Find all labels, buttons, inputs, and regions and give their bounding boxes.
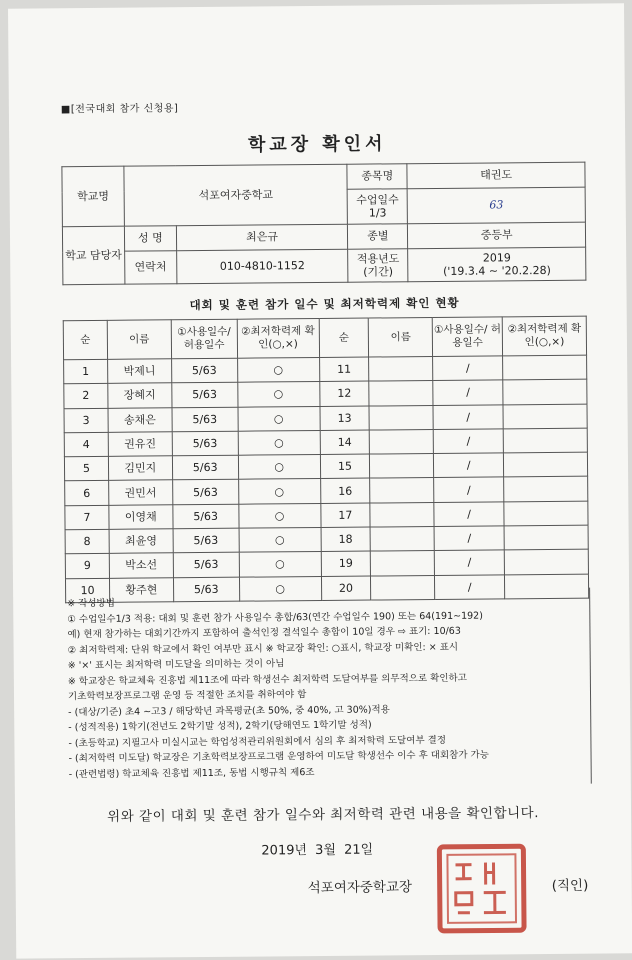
days-used: / — [433, 404, 503, 429]
row-number: 5 — [64, 457, 108, 482]
days-used: / — [433, 356, 503, 381]
academic-check — [503, 355, 587, 380]
days-used: 5/63 — [171, 358, 237, 383]
row-number: 3 — [64, 408, 108, 433]
days-used: 5/63 — [173, 553, 239, 578]
student-name: 박제니 — [107, 359, 171, 384]
student-name — [369, 356, 433, 381]
row-number: 1 — [64, 359, 108, 384]
note-line: - (성적적용) 1학기(전년도 2학기말 성적), 2학기(당해연도 1학기말 성적) — [68, 719, 372, 734]
days-used: 5/63 — [172, 480, 238, 505]
days-used: 5/63 — [172, 407, 238, 432]
year-label: 적용년도 (기간) — [348, 249, 408, 283]
note-line: ② 최저학력제: 단위 학교에서 확인 여부만 표시 ※ 학교장 확인: ○표시, 학교장 미확인: × 표시 — [67, 641, 459, 656]
student-name: 권민서 — [109, 480, 173, 505]
academic-check: ○ — [238, 479, 320, 504]
days-used: 5/63 — [172, 455, 238, 480]
row-number: 13 — [319, 406, 369, 431]
row-number: 2 — [64, 384, 108, 409]
days-used: / — [433, 429, 503, 454]
note-line: - (초등학교) 지필고사 미실시교는 학업성적관리위원회에서 심의 후 최저학력 도달여부 결정 — [68, 734, 447, 749]
official-seal-icon — [435, 842, 528, 935]
academic-check — [503, 404, 587, 429]
academic-check: ○ — [239, 528, 321, 553]
student-name: 황주현 — [109, 577, 173, 602]
academic-check — [504, 477, 588, 502]
days-used: / — [434, 550, 504, 575]
academic-check: ○ — [239, 576, 321, 601]
note-line: - (최저학력 미도달) 학교장은 기초학력보장프로그램 운영하여 미도달 학생선수 이수 후 대회참가 가능 — [68, 749, 489, 765]
document-page — [8, 3, 632, 958]
student-name — [370, 478, 434, 503]
roster-subtitle: 대회 및 훈련 참가 일수 및 최저학력제 확인 현황 — [189, 295, 460, 313]
student-name: 장혜지 — [108, 383, 172, 408]
academic-check: ○ — [238, 430, 320, 455]
days-used: 5/63 — [173, 528, 239, 553]
document-title: 학교장 확인서 — [247, 133, 387, 156]
school-info-table — [61, 162, 586, 286]
academic-check — [504, 501, 588, 526]
student-name — [370, 502, 434, 527]
note-line: ※ '×' 표시는 최저학력 미도달을 의미하는 것이 아님 — [67, 658, 285, 672]
days-used: / — [433, 380, 503, 405]
name-label: 성 명 — [124, 226, 176, 251]
header-check: ②최저학력제 확인(○,×) — [237, 318, 319, 358]
row-number: 9 — [65, 554, 109, 579]
row-number: 7 — [65, 505, 109, 530]
days-value: 63 — [407, 187, 585, 224]
days-used: / — [434, 453, 504, 478]
seal-label: (직인) — [551, 877, 589, 894]
academic-check — [503, 379, 587, 404]
roster-table — [63, 316, 589, 604]
student-name: 이영채 — [109, 505, 173, 530]
days-used: 5/63 — [173, 577, 239, 602]
date-text: 2019년 3월 21일 — [261, 842, 374, 859]
days-used: / — [434, 502, 504, 527]
contact-label: 연락처 — [124, 251, 176, 284]
division-label: 종별 — [348, 224, 408, 250]
academic-check — [503, 452, 587, 477]
days-used: 5/63 — [172, 382, 238, 407]
days-used: 5/63 — [172, 431, 238, 456]
header-days: ①사용일수/ 허용일수 — [171, 319, 237, 359]
school-label: 학교명 — [62, 166, 124, 227]
days-used: 5/63 — [173, 504, 239, 529]
student-name — [370, 527, 434, 552]
row-number: 19 — [321, 551, 371, 576]
row-number: 4 — [64, 432, 108, 457]
year-value: 2019 — [482, 251, 511, 265]
student-name — [371, 551, 435, 576]
student-name — [369, 405, 433, 430]
confirmation-text: 위와 같이 대회 및 훈련 참가 일수와 최저학력 관련 내용을 확인합니다. — [107, 805, 540, 825]
row-number: 12 — [319, 381, 369, 406]
period-value: ('19.3.4 ~ '20.2.28) — [442, 263, 551, 278]
note-line: ※ 작성방법 — [67, 597, 115, 610]
note-line: ① 수업일수1/3 적용: 대회 및 훈련 참가 사용일수 총합/63(연간 수업일수 190) 또는 64(191~192) — [67, 610, 483, 625]
contact-value: 010-4810-1152 — [176, 249, 348, 283]
row-number: 15 — [320, 454, 370, 479]
name-value: 최은규 — [176, 224, 348, 250]
application-tag: ■[전국대회 참가 신청용] — [60, 103, 179, 116]
academic-check: ○ — [237, 382, 319, 407]
academic-check: ○ — [238, 503, 320, 528]
staff-label: 학교 담당자 — [62, 226, 124, 285]
days-used: / — [434, 477, 504, 502]
notes-section — [67, 592, 599, 783]
days-used: / — [435, 575, 505, 600]
row-number: 10 — [65, 578, 109, 603]
row-number: 18 — [321, 527, 371, 552]
academic-check: ○ — [239, 552, 321, 577]
event-label: 종목명 — [347, 164, 407, 190]
division-value: 중등부 — [408, 222, 586, 249]
student-name: 송채은 — [108, 407, 172, 432]
year-cell — [408, 247, 586, 282]
note-line: - (대상/기준) 초4 ~고3 / 해당학년 과목평균(초 50%, 중 40%, 고 30%)적용 — [68, 703, 390, 718]
header-no: 순 — [319, 318, 369, 357]
student-name — [370, 429, 434, 454]
principal-name: 석포여자중학교장 — [307, 879, 413, 897]
days-used: / — [434, 526, 504, 551]
row-number: 8 — [65, 529, 109, 554]
header-name: 이름 — [107, 320, 171, 360]
student-name: 최윤영 — [109, 529, 173, 554]
school-value: 석포여자중학교 — [124, 164, 348, 226]
roster-header-row — [63, 316, 586, 360]
academic-check — [503, 428, 587, 453]
academic-check: ○ — [238, 406, 320, 431]
header-name: 이름 — [369, 317, 433, 357]
days-label: 수업일수 1/3 — [347, 189, 407, 225]
academic-check: ○ — [238, 455, 320, 480]
student-name: 김민지 — [108, 456, 172, 481]
student-name: 권유진 — [108, 432, 172, 457]
note-line: 예) 현재 참가하는 대회기간까지 포함하여 출석인정 결석일수 총합이 10일 경우 ⇨ 표기: 10/63 — [67, 625, 461, 641]
academic-check — [504, 550, 588, 575]
row-number: 20 — [321, 576, 371, 601]
header-check: ②최저학력제 확인(○,×) — [502, 316, 586, 356]
note-line: ※ 학교장은 학교체육 진흥법 제11조에 따라 학생선수 최저학력 도달여부를 의무적으로 확인하고 — [67, 672, 467, 687]
row-number: 17 — [320, 503, 370, 528]
header-days: ①사용일수/ 허용일수 — [432, 317, 502, 357]
event-value: 태권도 — [407, 162, 585, 189]
student-name — [369, 381, 433, 406]
row-number: 14 — [320, 430, 370, 455]
student-name — [370, 454, 434, 479]
row-number: 11 — [319, 357, 369, 382]
row-number: 16 — [320, 479, 370, 504]
note-line: - (관련법령) 학교체육 진흥법 제11조, 동법 시행규칙 제6조 — [68, 766, 315, 780]
header-no: 순 — [63, 320, 107, 359]
row-number: 6 — [65, 481, 109, 506]
academic-check: ○ — [237, 357, 319, 382]
note-line: 기초학력보장프로그램 운영 등 적절한 조치를 취하여야 함 — [67, 689, 307, 703]
academic-check — [504, 525, 588, 550]
student-name: 박소선 — [109, 553, 173, 578]
